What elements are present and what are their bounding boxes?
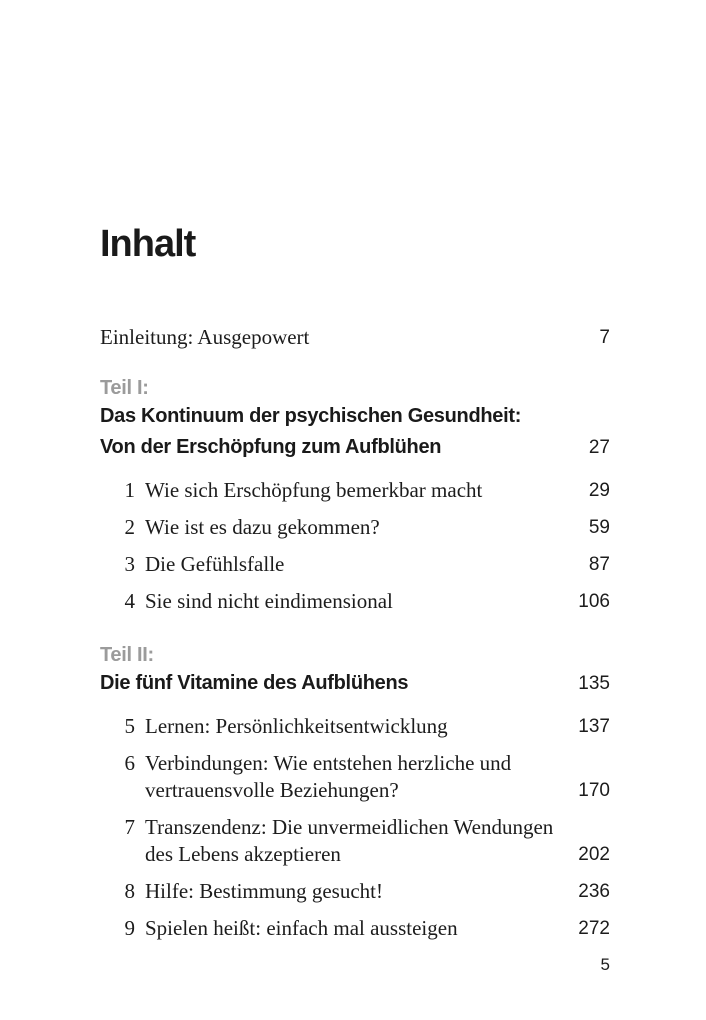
part-1-title-line-2: Von der Erschöpfung zum Aufblühen (100, 436, 442, 458)
chapter-6-title (145, 750, 578, 804)
chapter-4-title-line-1: Sie sind nicht eindimensional (145, 589, 393, 613)
chapter-9-title-line-1: Spielen heißt: einfach mal aussteigen (145, 916, 458, 940)
toc-intro-entry (100, 324, 610, 351)
chapter-1-title (145, 477, 589, 504)
part-1-page-number: 27 (588, 437, 610, 458)
chapter-6-title-line-2: vertrauensvolle Beziehungen? (145, 778, 399, 802)
chapter-2-title-line-1: Wie ist es dazu gekommen? (145, 515, 380, 539)
part-1-chapters (100, 477, 610, 615)
chapter-4-number: 4 (124, 589, 135, 613)
chapter-7-page-number: 202 (578, 844, 610, 865)
chapter-8-title (145, 878, 578, 905)
chapter-entry-4 (100, 588, 610, 615)
chapter-5-title (145, 713, 578, 740)
part-2-label: Teil II: (100, 644, 154, 666)
chapter-entry-5 (100, 713, 610, 740)
chapter-1-page-number: 29 (588, 480, 610, 501)
chapter-7-title-line-1: Transzendenz: Die unvermeidlichen Wendungen (145, 815, 554, 839)
chapter-entry-2 (100, 514, 610, 541)
chapter-3-title (145, 551, 589, 578)
chapter-8-page-number: 236 (578, 881, 610, 902)
toc-part-2 (100, 642, 610, 942)
chapter-entry-6 (100, 750, 610, 804)
chapter-2-number: 2 (124, 515, 135, 539)
chapter-2-title (145, 514, 589, 541)
chapter-5-title-line-1: Lernen: Persönlichkeitsentwicklung (145, 714, 448, 738)
chapter-6-page-number: 170 (578, 780, 610, 801)
chapter-8-title-line-1: Hilfe: Bestimmung gesucht! (145, 879, 383, 903)
toc-content (100, 0, 610, 952)
chapter-3-page-number: 87 (588, 554, 610, 575)
chapter-entry-9 (100, 915, 610, 942)
chapter-entry-8 (100, 878, 610, 905)
intro-entry-page-number: 7 (599, 327, 610, 348)
chapter-8-number: 8 (124, 879, 135, 903)
chapter-1-number: 1 (124, 478, 135, 502)
part-2-title-line-1: Die fünf Vitamine des Aufblühens (100, 672, 409, 694)
chapter-4-title (145, 588, 578, 615)
chapter-6-title-line-1: Verbindungen: Wie entstehen herzliche und (145, 751, 512, 775)
folio-page-number: 5 (600, 955, 610, 974)
chapter-9-page-number: 272 (578, 918, 610, 939)
chapter-2-page-number: 59 (588, 517, 610, 538)
part-1-title-line-1: Das Kontinuum der psychischen Gesundheit: (100, 405, 522, 427)
toc-part-1 (100, 375, 610, 615)
part-1-title-row (100, 401, 610, 463)
intro-entry-label: Einleitung: Ausgepowert (100, 325, 310, 349)
chapter-7-title-line-2: des Lebens akzeptieren (145, 842, 341, 866)
chapter-6-number: 6 (124, 751, 135, 775)
chapter-4-page-number: 106 (578, 591, 610, 612)
chapter-7-title (145, 814, 578, 868)
chapter-7-number: 7 (124, 815, 135, 839)
part-2-chapters (100, 713, 610, 942)
part-1-title (100, 401, 589, 463)
chapter-entry-7 (100, 814, 610, 868)
chapter-3-title-line-1: Die Gefühlsfalle (145, 552, 285, 576)
chapter-5-page-number: 137 (578, 716, 610, 737)
chapter-3-number: 3 (124, 552, 135, 576)
chapter-entry-1 (100, 477, 610, 504)
chapter-9-title (145, 915, 578, 942)
part-1-label: Teil I: (100, 377, 149, 399)
page-title: Inhalt (100, 223, 196, 265)
part-2-title (100, 668, 578, 699)
chapter-entry-3 (100, 551, 610, 578)
chapter-5-number: 5 (124, 714, 135, 738)
chapter-9-number: 9 (124, 916, 135, 940)
part-2-page-number: 135 (578, 673, 610, 694)
part-2-title-row (100, 668, 610, 699)
chapter-1-title-line-1: Wie sich Erschöpfung bemerkbar macht (145, 478, 483, 502)
